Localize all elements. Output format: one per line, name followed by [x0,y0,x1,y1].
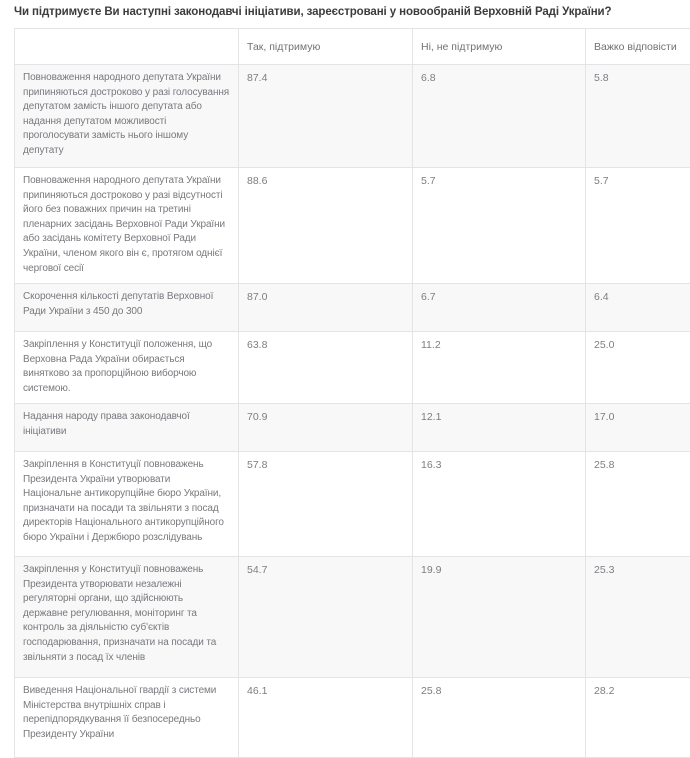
initiative-label: Повноваження народного депутата України припиняються достроково у разі відсутності його без поважних причин на третині пленарних засідань Верховної Ради України або засідань комітету Верховної Ради України, членом якого він є, протягом однієї чергової сесії [23,174,230,277]
initiative-label-cell [15,404,239,452]
hard-value-cell: 5.7 [586,168,690,284]
no-value-cell: 11.2 [413,332,586,404]
initiative-label: Закріплення у Конституції положення, що Верховна Рада України обирається винятково за пропорційною виборчою системою. [23,338,230,397]
no-value-cell: 6.7 [413,284,586,332]
hard-value-cell: 25.0 [586,332,690,404]
initiative-label-cell [15,284,239,332]
yes-value-cell: 63.8 [239,332,413,404]
column-header-hard: Важко відповісти [586,29,690,65]
column-header-initiative [15,29,239,65]
initiative-label-cell [15,452,239,557]
table-row [15,557,690,678]
hard-value-cell: 5.8 [586,65,690,168]
column-header-yes: Так, підтримую [239,29,413,65]
initiative-label-cell [15,168,239,284]
hard-value-cell: 25.8 [586,452,690,557]
initiative-label: Надання народу права законодавчої ініціативи [23,410,230,445]
yes-value-cell: 46.1 [239,678,413,758]
no-value-cell: 19.9 [413,557,586,678]
hard-value-cell: 28.2 [586,678,690,758]
initiative-label: Закріплення в Конституції повноважень Президента України утворювати Національне антикорупційне бюро України, призначати на посади та звільняти з посад директорів Національного антикорупційного бюро України і Держбюро розслідувань [23,458,230,550]
initiative-label-cell [15,678,239,758]
no-value-cell: 6.8 [413,65,586,168]
initiative-label-cell [15,65,239,168]
no-value-cell: 5.7 [413,168,586,284]
initiative-label: Виведення Національної гвардії з системи Міністерства внутрішніх справ і перепідпорядкування її безпосередньо Президенту України [23,684,230,751]
yes-value-cell: 88.6 [239,168,413,284]
table-row [15,65,690,168]
table-row [15,452,690,557]
initiative-label: Повноваження народного депутата України припиняються достроково у разі голосування депутатом замість іншого депутата або надання депутатом можливості проголосувати замість нього іншому депутату [23,71,230,161]
no-value-cell: 25.8 [413,678,586,758]
yes-value-cell: 54.7 [239,557,413,678]
no-value-cell: 12.1 [413,404,586,452]
initiative-label: Скорочення кількості депутатів Верховної Ради України з 450 до 300 [23,290,230,325]
table-row [15,678,690,758]
column-header-no: Ні, не підтримую [413,29,586,65]
table-header-row [15,29,690,65]
survey-results-table [14,28,690,758]
yes-value-cell: 87.0 [239,284,413,332]
table-row [15,332,690,404]
hard-value-cell: 17.0 [586,404,690,452]
hard-value-cell: 25.3 [586,557,690,678]
initiative-label-cell [15,332,239,404]
yes-value-cell: 70.9 [239,404,413,452]
table-row [15,168,690,284]
initiative-label-cell [15,557,239,678]
hard-value-cell: 6.4 [586,284,690,332]
initiative-label: Закріплення у Конституції повноважень Президента утворювати незалежні регуляторні органи, що здійснюють державне регулювання, моніторинг та контроль за діяльністю суб'єктів господарювання, призначати на посади та звільняти з посад їх членів [23,563,230,671]
survey-question-title: Чи підтримуєте Ви наступні законодавчі ініціативи, зареєстровані у новообраній Верховній Раді України? [14,5,676,20]
yes-value-cell: 57.8 [239,452,413,557]
yes-value-cell: 87.4 [239,65,413,168]
table-row [15,404,690,452]
no-value-cell: 16.3 [413,452,586,557]
table-row [15,284,690,332]
